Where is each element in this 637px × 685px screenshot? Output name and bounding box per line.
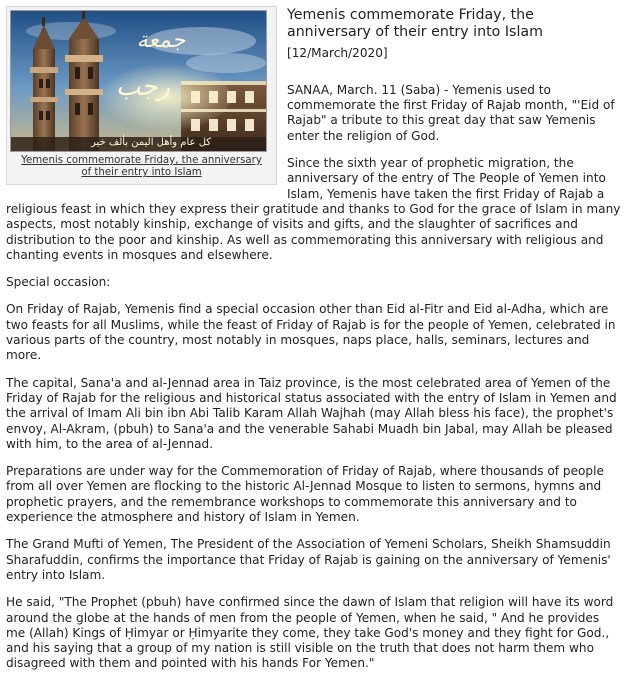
article-photo[interactable] xyxy=(10,10,267,152)
article xyxy=(6,6,622,684)
article-subheading: Special occasion: xyxy=(6,275,111,290)
article-paragraph: He said, "The Prophet (pbuh) have confirmed since the dawn of Islam that religion will have its word around the globe at the hands of men from the people of Yemen, when he said, " And he provides me (Allah) Kings of Ḥimyar or Ḥimyarite they come, they take God's money and they fight for God., and his saying that a group of my nation is still visible on the truth that does not harm them who disagreed with them and pointed with his hands For Yemen." xyxy=(6,595,614,671)
article-paragraph: The Grand Mufti of Yemen, The President of the Association of Yemeni Scholars, Sheikh Shamsuddin Sharafuddin, confirms the importance that Friday of Rajab is gaining on the anniversary of Yemenis' entry into Islam. xyxy=(6,537,611,582)
article-paragraph: Since the sixth year of prophetic migration, the anniversary of the entry of The People of Yemen into Islam, Yemenis have taken the first Friday of Rajab a religious feast in which they express their gratitude and thanks to God for the grace of Islam in many aspects, most notably kinship, exchange of visits and gifts, and the slaughter of sacrifices and distribution to the poor and kinship. As well as commemorating this anniversary with religious and chanting events in mosques and elsewhere. xyxy=(6,156,621,262)
overlay-title-arabic: جمعة xyxy=(136,28,186,53)
article-date: [12/March/2020] xyxy=(287,45,388,60)
overlay-subtitle-arabic: رجب xyxy=(115,72,171,102)
article-paragraph: SANAA, March. 11 (Saba) - Yemenis used to commemorate the first Friday of Rajab month, "'Eid of Rajab" a tribute to this great day that saw Yemenis enter the religion of God. xyxy=(287,82,615,143)
overlay-greeting-arabic: كل عام وأهل اليمن بألف خير xyxy=(90,137,212,148)
article-figure xyxy=(6,6,277,185)
article-title: Yemenis commemorate Friday, the anniversary of their entry into Islam xyxy=(287,7,543,40)
article-paragraph: The capital, Sana'a and al-Jennad area in Taiz province, is the most celebrated area of Yemen of the Friday of Rajab for the religious and historical status associated with the entry of Islam in Yemen and the arrival of Imam Ali bin ibn Abi Talib Karam Allah Wajhah (may Allah bless his face), the prophet's envoy, Al-Akram, (pbuh) to Sana'a and the venerable Sahabi Muadh bin Jabal, may Allah be pleased with him, to the area of al-Jennad. xyxy=(6,375,617,451)
article-paragraph: On Friday of Rajab, Yemenis find a special occasion other than Eid al-Fitr and Eid al-Adha, which are two feasts for all Muslims, while the feast of Friday of Rajab is for the people of Yemen, celebrated in various parts of the country, most notably in mosques, naps place, halls, seminars, lectures and more. xyxy=(6,302,616,363)
article-paragraph: Preparations are under way for the Commemoration of Friday of Rajab, where thousands of people from all over Yemen are flocking to the historic Al-Jennad Mosque to listen to sermons, hymns and prophetic prayers, and the remembrance workshops to commemorate this anniversary and to experience the atmosphere and history of Islam in Yemen. xyxy=(6,464,604,525)
photo-caption-link[interactable]: Yemenis commemorate Friday, the anniversary of their entry into Islam xyxy=(21,155,262,179)
